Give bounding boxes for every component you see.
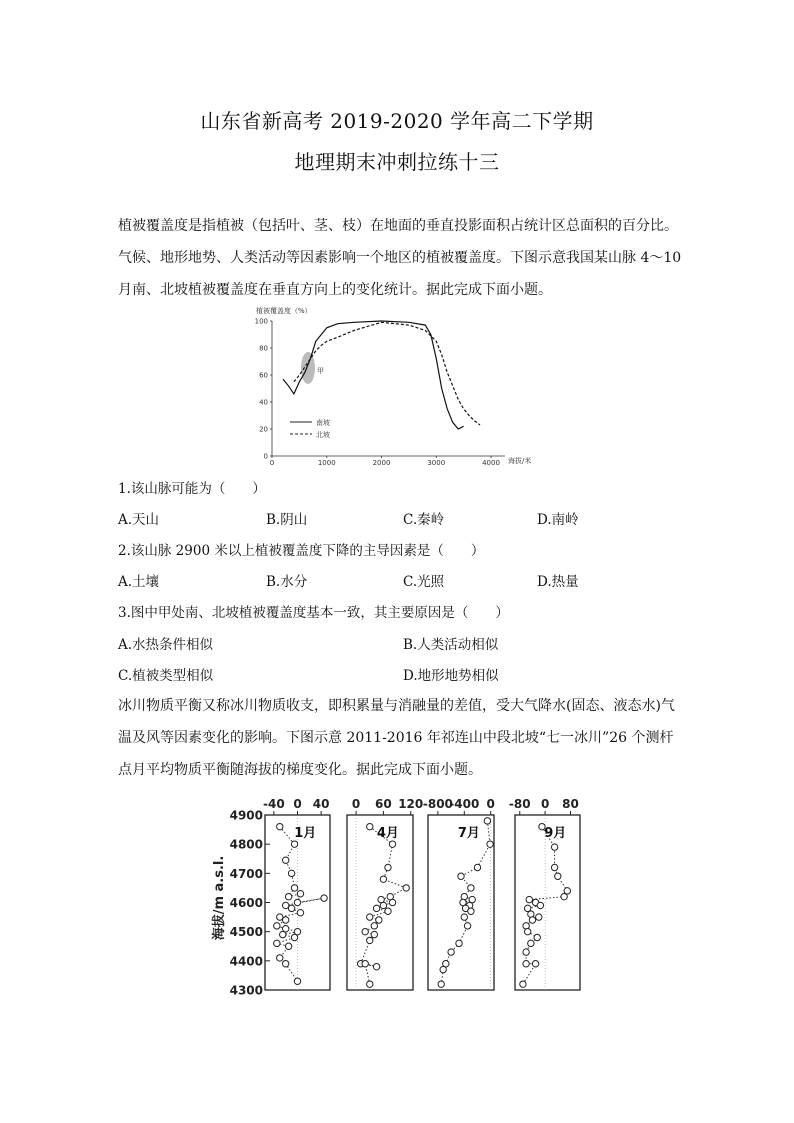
jia-marker-label: 甲	[317, 367, 324, 375]
fig2-point	[277, 914, 283, 920]
passage-1	[118, 210, 688, 306]
fig2-point	[362, 961, 368, 967]
legend-north: 北坡	[316, 431, 330, 439]
fig2-point	[282, 857, 288, 863]
fig2-ytick-label: 4700	[229, 866, 263, 881]
fig2-point	[456, 940, 462, 946]
fig2-point	[376, 917, 382, 923]
fig2-point	[294, 978, 300, 984]
fig2-point	[288, 905, 294, 911]
fig1-ytick-label: 0	[263, 452, 268, 461]
fig2-point	[297, 910, 303, 916]
fig2-point	[523, 949, 529, 955]
fig2-point	[484, 818, 490, 824]
fig2-xtick-label: 60	[375, 797, 392, 811]
fig1-xlabel: 海拔/米	[508, 457, 532, 465]
fig2-point	[520, 981, 526, 987]
fig2-point	[564, 888, 570, 894]
q1-option-d: D.南岭	[537, 512, 579, 528]
fig2-point	[291, 841, 297, 847]
q2-option-b: B.水分	[266, 574, 308, 590]
fig2-point	[277, 955, 283, 961]
fig1-xtick-label: 3000	[427, 459, 446, 467]
q3-option-d: D.地形地势相似	[403, 668, 499, 684]
fig2-month-label: 4月	[376, 826, 399, 841]
fig2-month-label: 7月	[457, 826, 480, 841]
passage-1-line: 月南、北坡植被覆盖度在垂直方向上的变化统计。据此完成下面小题。	[118, 282, 552, 298]
fig2-point	[380, 902, 386, 908]
fig2-point	[403, 885, 409, 891]
fig2-point	[438, 981, 444, 987]
fig1-ytick-label: 20	[259, 425, 268, 434]
q2-option-c: C.光照	[403, 574, 445, 590]
fig2-point	[524, 928, 530, 934]
fig1-ylabel: 植被覆盖度（%）	[256, 307, 312, 315]
q1-option-a: A.天山	[118, 512, 160, 528]
fig2-point	[367, 914, 373, 920]
fig2-point	[532, 961, 538, 967]
fig2-point	[448, 949, 454, 955]
fig2-point	[297, 891, 303, 897]
fig1-xtick-label: 2000	[372, 459, 391, 467]
fig2-month-label: 1月	[294, 826, 317, 841]
fig2-panel	[509, 797, 580, 990]
fig2-xtick-label: 80	[562, 797, 579, 811]
fig2-point	[274, 923, 280, 929]
q2-option-a: A.土壤	[118, 574, 160, 590]
fig2-point	[294, 899, 300, 905]
fig2-point	[291, 934, 297, 940]
fig2-month-label: 9月	[544, 826, 567, 841]
fig2-point	[526, 896, 532, 902]
fig2-point	[285, 893, 291, 899]
fig2-point	[380, 876, 386, 882]
fig2-ytick-label: 4900	[229, 808, 263, 823]
fig2-point	[461, 914, 467, 920]
fig2-point	[523, 961, 529, 967]
fig1-xtick-label: 4000	[482, 459, 500, 467]
fig2-point	[282, 902, 288, 908]
passage-2-line: 冰川物质平衡又称冰川物质收支，即积累量与消融量的差值，受大气降水(固态、液态水)气	[118, 698, 675, 714]
fig2-point	[458, 873, 464, 879]
fig2-point	[464, 923, 470, 929]
fig2-point	[561, 893, 567, 899]
fig2-point	[534, 934, 540, 940]
fig1-xtick-label: 1000	[317, 459, 336, 467]
fig2-point	[373, 963, 379, 969]
fig2-point	[536, 914, 542, 920]
fig2-point	[385, 908, 391, 914]
q3-option-a: A.水热条件相似	[118, 637, 214, 653]
fig2-point	[371, 931, 377, 937]
fig2-panel	[347, 797, 423, 990]
fig2-point	[373, 905, 379, 911]
fig2-point	[529, 917, 535, 923]
fig2-point	[367, 823, 373, 829]
fig2-point	[487, 841, 493, 847]
jia-highlight	[301, 352, 315, 384]
fig1-xtick-label: 0	[269, 459, 275, 467]
fig2-point	[385, 864, 391, 870]
passage-1-line: 气候、地形地势、人类活动等因素影响一个地区的植被覆盖度。下图示意我国某山脉 4～10	[118, 250, 682, 266]
fig2-point	[291, 885, 297, 891]
q1-option-c: C.秦岭	[403, 512, 445, 528]
fig2-point	[280, 931, 286, 937]
fig2-point	[285, 943, 291, 949]
fig2-xtick-label: 0	[540, 797, 550, 811]
q2-option-d: D.热量	[537, 574, 579, 590]
fig2-panel	[423, 797, 495, 990]
fig1-ytick-label: 60	[259, 371, 268, 380]
fig1-ytick-label: 80	[259, 344, 268, 353]
q1-option-b: B.阴山	[266, 512, 308, 528]
fig2-point	[474, 864, 480, 870]
q3-option-b: B.人类活动相似	[403, 637, 499, 653]
fig2-xtick-label: 0	[486, 797, 495, 811]
fig2-panel	[263, 797, 330, 990]
legend-south: 南坡	[316, 419, 330, 427]
fig2-point	[551, 844, 557, 850]
fig2-ytick-label: 4300	[229, 983, 263, 998]
glacier-mass-balance-chart	[205, 793, 595, 1003]
passage-2-line: 点月平均物质平衡随海拔的梯度变化。据此完成下面小题。	[118, 762, 482, 778]
fig2-ytick-label: 4500	[229, 925, 263, 940]
q1-stem: 1.该山脉可能为（ ）	[118, 481, 266, 497]
fig1-ytick-label: 100	[254, 317, 268, 326]
fig2-xtick-label: -80	[508, 797, 531, 811]
fig2-ytick-label: 4600	[229, 896, 263, 910]
fig2-ylabel: 海拔/m a.s.l.	[212, 855, 227, 941]
fig2-xtick-label: 120	[398, 797, 424, 811]
vegetation-coverage-chart	[250, 303, 540, 473]
page-title-line2: 地理期末冲刺拉练十三	[294, 150, 500, 174]
fig2-point	[440, 966, 446, 972]
q3-option-c: C.植被类型相似	[118, 668, 214, 684]
fig2-point	[367, 981, 373, 987]
fig2-point	[282, 917, 288, 923]
fig2-point	[389, 899, 395, 905]
fig2-xtick-label: -800	[422, 797, 453, 811]
q2-stem: 2.该山脉 2900 米以上植被覆盖度下降的主导因素是（ ）	[118, 543, 485, 559]
fig2-xtick-label: 0	[293, 797, 302, 811]
fig2-xtick-label: 40	[312, 797, 330, 811]
fig2-point	[389, 841, 395, 847]
passage-2	[118, 690, 688, 786]
fig2-point	[468, 885, 474, 891]
fig2-point	[551, 864, 557, 870]
fig2-point	[537, 902, 543, 908]
passage-1-line: 植被覆盖度是指植被（包括叶、茎、枝）在地面的垂直投影面积占统计区总面积的百分比。	[118, 218, 678, 234]
fig2-point	[468, 908, 474, 914]
fig2-xtick-label: -400	[449, 797, 480, 811]
fig2-point	[524, 905, 530, 911]
fig2-point	[371, 923, 377, 929]
page-title-line1: 山东省新高考 2019-2020 学年高二下学期	[200, 109, 594, 133]
q3-stem: 3.图中甲处南、北坡植被覆盖度基本一致，其主要原因是（ ）	[118, 605, 509, 621]
fig2-point	[555, 873, 561, 879]
fig2-xtick-label: -40	[263, 797, 285, 811]
passage-2-line: 温及风等因素变化的影响。下图示意 2011-2016 年祁连山中段北坡“七一冰川”26 个测杆	[118, 730, 674, 746]
fig2-point	[362, 928, 368, 934]
fig2-ytick-label: 4800	[229, 837, 263, 852]
fig2-point	[274, 940, 280, 946]
fig2-point	[288, 870, 294, 876]
fig2-xtick-label: 0	[351, 797, 361, 811]
fig2-ytick-label: 4400	[229, 954, 263, 969]
fig2-point	[461, 893, 467, 899]
fig1-ytick-label: 40	[259, 398, 268, 407]
fig2-point	[277, 823, 283, 829]
fig2-point	[321, 895, 327, 901]
fig2-point	[528, 940, 534, 946]
fig2-point	[282, 961, 288, 967]
fig2-point	[367, 937, 373, 943]
